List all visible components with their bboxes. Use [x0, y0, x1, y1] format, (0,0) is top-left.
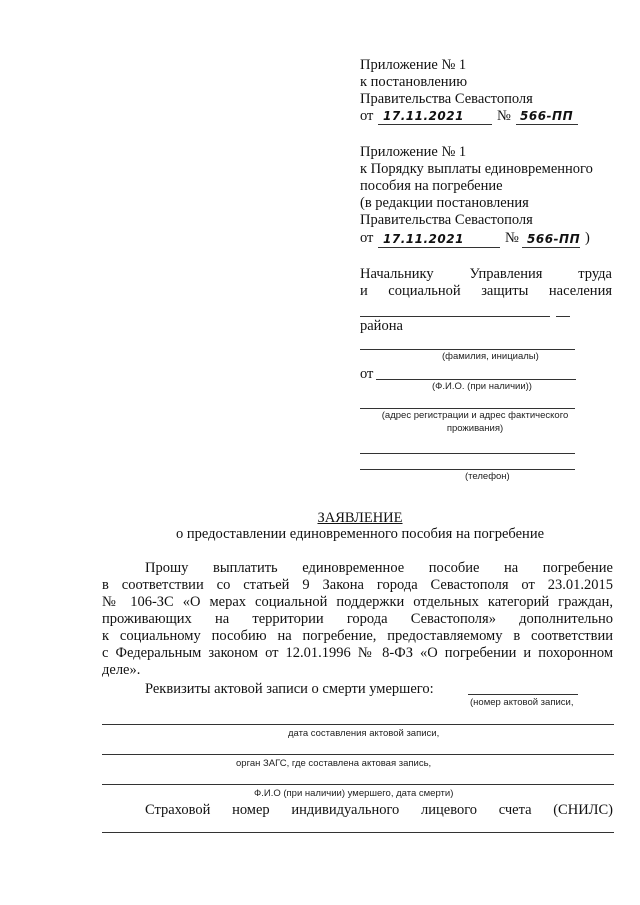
hint-record-date: дата составления актовой записи,: [288, 728, 440, 739]
fio-line: [376, 379, 576, 380]
address-line: [360, 408, 575, 409]
annex2-date: 17.11.2021: [383, 232, 464, 246]
name-line: [360, 349, 575, 350]
annex1-line3: Правительства Севастополя: [360, 91, 533, 107]
annex2-line1: Приложение № 1: [360, 144, 467, 160]
hint-name: (фамилия, инициалы): [442, 351, 539, 362]
annex1-from-label: от: [360, 108, 374, 124]
record-date-line: [102, 724, 614, 725]
annex2-line2: к Порядку выплаты единовременного: [360, 161, 593, 177]
hint-fio: (Ф.И.О. (при наличии)): [432, 381, 532, 392]
annex2-number-line: [522, 247, 580, 248]
annex1-line1: Приложение № 1: [360, 57, 467, 73]
hint-deceased: Ф.И.О (при наличии) умершего, дата смерти): [254, 788, 454, 799]
annex2-close-paren: ): [585, 230, 590, 246]
document-subtitle: о предоставлении единовременного пособия на погребение: [175, 526, 545, 542]
district-line: [360, 316, 550, 317]
annex1-line2: к постановлению: [360, 74, 468, 90]
record-label: Реквизиты актовой записи о смерти умершего:: [145, 681, 434, 697]
addressee-line2: и социальной защиты населения: [360, 283, 612, 299]
document-title: ЗАЯВЛЕНИЕ: [317, 510, 403, 526]
hint-address-1: (адрес регистрации и адрес фактического: [381, 410, 569, 421]
hint-registry: орган ЗАГС, где составлена актовая запись,: [236, 758, 432, 769]
annex2-from-label: от: [360, 230, 374, 246]
body-line-2: в соответствии со статьей 9 Закона города Севастополя от 23.01.2015: [102, 577, 613, 593]
record-number-line: [468, 694, 578, 695]
addressee-line1: Начальнику Управления труда: [360, 266, 612, 282]
deceased-line: [102, 784, 614, 785]
addressee-from-label: от: [360, 366, 374, 382]
hint-address-2: проживания): [446, 423, 504, 434]
body-line-3: № 106-ЗС «О мерах социальной поддержки отдельных категорий граждан,: [102, 594, 613, 610]
address-line-2: [360, 453, 575, 454]
hint-phone: (телефон): [465, 471, 510, 482]
district-line-tail: [556, 316, 570, 317]
hint-record-number: (номер актовой записи,: [470, 697, 574, 708]
annex2-number: 566-ПП: [527, 232, 581, 246]
body-line-6: с Федеральным законом от 12.01.1996 № 8-ФЗ «О погребении и похоронном: [102, 645, 613, 661]
annex1-num-label: №: [497, 108, 511, 124]
annex2-date-line: [378, 247, 500, 248]
annex2-num-label: №: [505, 230, 519, 246]
annex2-line4: (в редакции постановления: [360, 195, 529, 211]
annex1-number: 566-ПП: [520, 109, 574, 123]
annex1-number-line: [516, 124, 578, 125]
body-line-4: проживающих на территории города Севастополя» дополнительно: [102, 611, 613, 627]
snils-line: [102, 832, 614, 833]
annex1-date-line: [378, 124, 492, 125]
body-line-5: к социальному пособию на погребение, предоставляемому в соответствии: [102, 628, 613, 644]
annex1-date: 17.11.2021: [383, 109, 464, 123]
addressee-district: района: [360, 318, 403, 334]
annex2-line5: Правительства Севастополя: [360, 212, 533, 228]
registry-line: [102, 754, 614, 755]
body-line-1: Прошу выплатить единовременное пособие на погребение: [145, 560, 613, 576]
body-line-7: деле».: [102, 662, 141, 678]
phone-line: [360, 469, 575, 470]
snils-label: Страховой номер индивидуального лицевого счета (СНИЛС): [145, 802, 613, 818]
annex2-line3: пособия на погребение: [360, 178, 503, 194]
